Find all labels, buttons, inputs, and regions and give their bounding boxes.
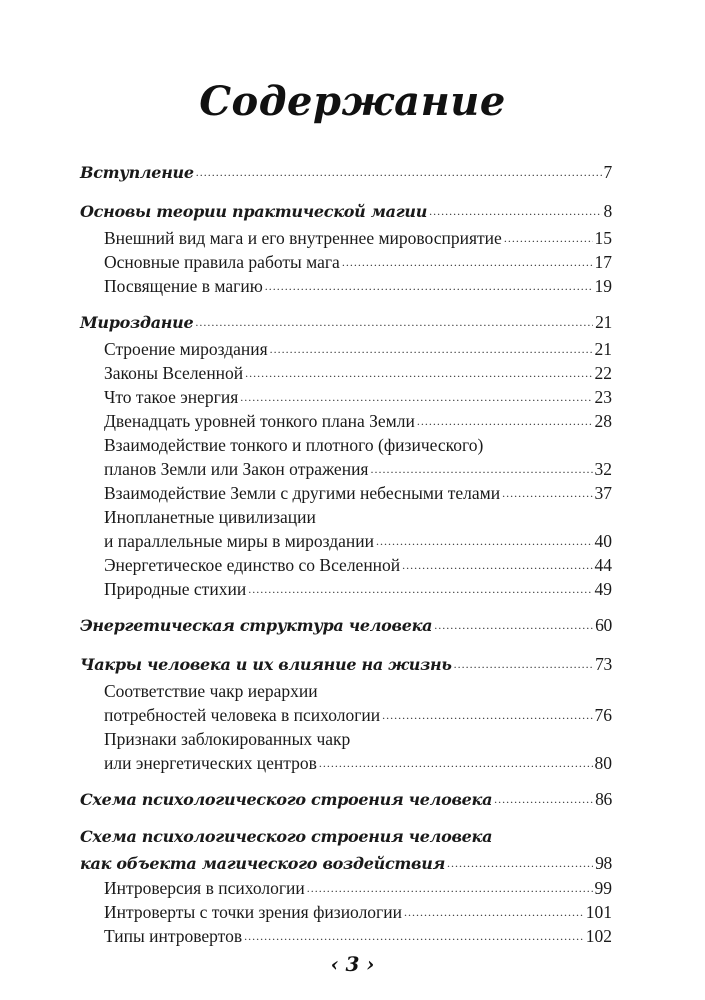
page-number: ‹ 3 › xyxy=(330,952,375,976)
toc-entry-page: 8 xyxy=(603,201,612,221)
toc-chapter-entry xyxy=(80,158,612,187)
toc-entry-page: 28 xyxy=(594,411,612,431)
page-title: Содержание xyxy=(199,78,506,125)
toc-entry-page: 73 xyxy=(595,654,612,674)
dot-leader xyxy=(307,876,593,900)
toc-entry-page: 32 xyxy=(594,459,612,479)
toc-subsection-entry xyxy=(80,553,612,577)
toc-entry-title: Чакры человека и их влияние на жизнь xyxy=(80,655,452,674)
toc-section xyxy=(80,611,612,640)
toc-subsection-entry xyxy=(80,529,612,553)
toc-subsection-entry xyxy=(80,361,612,385)
toc-entry-page: 44 xyxy=(594,555,612,575)
toc-entry-title: Признаки заблокированных чакр xyxy=(104,729,351,749)
toc-entry-title: как объекта магического воздействия xyxy=(80,854,446,873)
toc-entry-title: Энергетическая структура человека xyxy=(80,616,433,635)
toc-chapter-entry-line1 xyxy=(80,824,612,850)
toc-subsection-entry xyxy=(80,751,612,775)
dot-leader xyxy=(370,457,592,481)
toc-subsection-entry xyxy=(80,900,612,924)
toc-entry-page: 22 xyxy=(594,363,612,383)
toc-entry-title: Интроверсия в психологии xyxy=(104,878,305,898)
toc-chapter-entry xyxy=(80,308,612,337)
dot-leader xyxy=(402,553,592,577)
toc-section xyxy=(80,650,612,775)
toc-entry-title: Основные правила работы мага xyxy=(104,252,340,272)
dot-leader xyxy=(454,650,593,679)
dot-leader xyxy=(434,611,593,640)
toc-entry-title: или энергетических центров xyxy=(104,753,317,773)
toc-subsection-entry xyxy=(80,703,612,727)
dot-leader xyxy=(319,751,593,775)
dot-leader xyxy=(429,197,601,226)
toc-entry-title: Природные стихии xyxy=(104,579,247,599)
toc-entry-title: Схема психологического строения человека xyxy=(80,827,493,846)
dot-leader xyxy=(404,900,584,924)
toc-entry-page: 15 xyxy=(594,228,612,248)
dot-leader xyxy=(502,481,592,505)
dot-leader xyxy=(382,703,592,727)
toc-entry-title: Основы теории практической магии xyxy=(80,202,428,221)
toc-entry-title: Типы интровертов xyxy=(104,926,243,946)
toc-entry-title: планов Земли или Закон отражения xyxy=(104,459,369,479)
toc-section xyxy=(80,197,612,298)
toc-entry-page: 21 xyxy=(595,312,612,332)
toc-entry-title: Двенадцать уровней тонкого плана Земли xyxy=(104,411,415,431)
table-of-contents xyxy=(80,158,612,958)
toc-entry-title: потребностей человека в психологии xyxy=(104,705,381,725)
dot-leader xyxy=(240,385,592,409)
dot-leader xyxy=(245,361,592,385)
toc-entry-page: 40 xyxy=(594,531,612,551)
toc-entry-title: Энергетическое единство со Вселенной xyxy=(104,555,401,575)
toc-subsection-entry xyxy=(80,481,612,505)
toc-entry-page: 76 xyxy=(594,705,612,725)
dot-leader xyxy=(376,529,592,553)
toc-subsection-entry xyxy=(80,274,612,298)
toc-entry-title: Строение мироздания xyxy=(104,339,268,359)
toc-subsection-entry-line1 xyxy=(80,433,612,457)
toc-section xyxy=(80,785,612,814)
toc-entry-title: Интроверты с точки зрения физиологии xyxy=(104,902,402,922)
toc-section xyxy=(80,308,612,601)
toc-section xyxy=(80,158,612,187)
toc-chapter-entry xyxy=(80,850,612,876)
toc-entry-title: Законы Вселенной xyxy=(104,363,244,383)
toc-subsection-entry xyxy=(80,409,612,433)
dot-leader xyxy=(342,250,593,274)
toc-entry-page: 23 xyxy=(594,387,612,407)
toc-entry-title: Инопланетные цивилизации xyxy=(104,507,316,527)
toc-section xyxy=(80,824,612,948)
toc-entry-page: 19 xyxy=(594,276,612,296)
toc-subsection-entry xyxy=(80,226,612,250)
toc-entry-title: Что такое энергия xyxy=(104,387,239,407)
dot-leader xyxy=(447,850,593,876)
dot-leader xyxy=(244,924,584,948)
toc-entry-page: 98 xyxy=(595,853,612,873)
toc-entry-title: Соответствие чакр иерархии xyxy=(104,681,318,701)
toc-entry-page: 60 xyxy=(595,615,612,635)
toc-entry-title: Посвящение в магию xyxy=(104,276,263,296)
dot-leader xyxy=(265,274,593,298)
toc-entry-title: Вступление xyxy=(80,163,194,182)
toc-chapter-entry xyxy=(80,197,612,226)
toc-subsection-entry xyxy=(80,337,612,361)
dot-leader xyxy=(417,409,593,433)
toc-subsection-entry-line1 xyxy=(80,727,612,751)
toc-chapter-entry xyxy=(80,650,612,679)
dot-leader xyxy=(270,337,593,361)
toc-entry-page: 17 xyxy=(594,252,612,272)
toc-entry-title: Мироздание xyxy=(80,313,194,332)
toc-subsection-entry xyxy=(80,457,612,481)
toc-entry-page: 101 xyxy=(585,902,612,922)
dot-leader xyxy=(196,158,602,187)
toc-entry-page: 99 xyxy=(594,878,612,898)
dot-leader xyxy=(494,785,593,814)
toc-entry-page: 102 xyxy=(585,926,612,946)
toc-subsection-entry-line1 xyxy=(80,505,612,529)
toc-entry-title: Взаимодействие тонкого и плотного (физического) xyxy=(104,435,484,455)
dot-leader xyxy=(504,226,593,250)
dot-leader xyxy=(248,577,592,601)
toc-subsection-entry xyxy=(80,924,612,948)
toc-subsection-entry xyxy=(80,250,612,274)
toc-entry-page: 49 xyxy=(594,579,612,599)
toc-chapter-entry xyxy=(80,611,612,640)
toc-entry-title: Взаимодействие Земли с другими небесными телами xyxy=(104,483,501,503)
toc-entry-title: Внешний вид мага и его внутреннее мировосприятие xyxy=(104,228,502,248)
toc-subsection-entry-line1 xyxy=(80,679,612,703)
toc-subsection-entry xyxy=(80,876,612,900)
toc-entry-page: 86 xyxy=(595,789,612,809)
dot-leader xyxy=(195,308,593,337)
toc-entry-title: Схема психологического строения человека xyxy=(80,790,493,809)
toc-entry-page: 21 xyxy=(594,339,612,359)
toc-subsection-entry xyxy=(80,577,612,601)
toc-chapter-entry xyxy=(80,785,612,814)
toc-entry-title: и параллельные миры в мироздании xyxy=(104,531,375,551)
toc-subsection-entry xyxy=(80,385,612,409)
toc-entry-page: 7 xyxy=(603,162,612,182)
toc-entry-page: 80 xyxy=(594,753,612,773)
toc-entry-page: 37 xyxy=(594,483,612,503)
